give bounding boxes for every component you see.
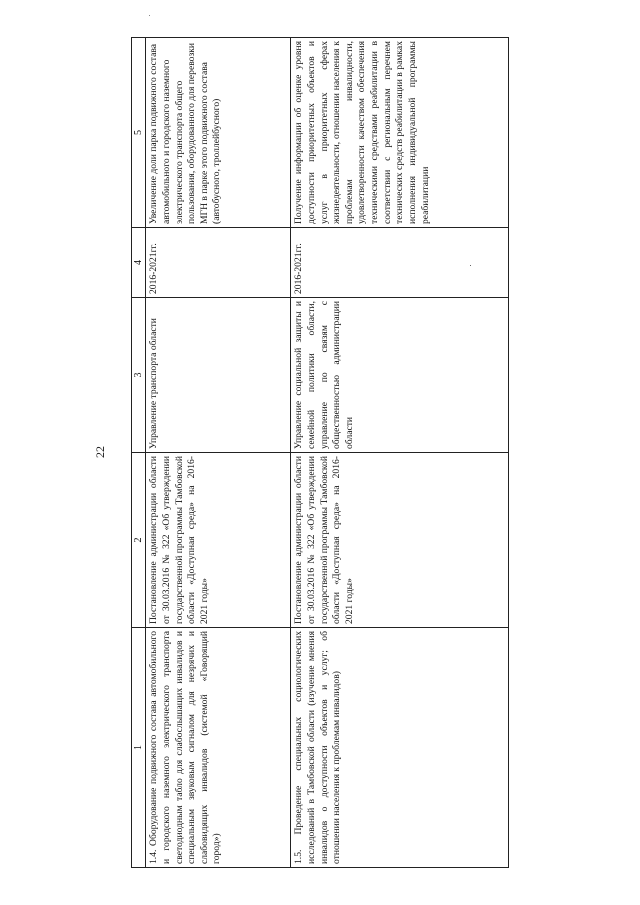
legal-basis-cell: Постановление администрации области от 30.03.2016 № 322 «Об утверждении государственной программы Тамбовской области «Доступная среда» на 2016-2021 годы» <box>146 452 291 627</box>
table-row <box>291 37 509 867</box>
header-cell-1: 1 <box>132 627 146 867</box>
measure-cell: 1.5. Проведение специальных социологических исследований в Тамбовской области (изучение мнения инвалидов о доступности объектов и услуг; об отношении населения к проблемам инвалидов) <box>291 627 509 867</box>
rotated-table-wrapper <box>131 38 509 868</box>
legal-basis-cell: Постановление администрации области от 30.03.2016 № 322 «Об утверждении государственной программы Тамбовской области «Доступная среда» на 2016-2021 годы» <box>291 452 509 627</box>
executor-cell: Управление социальной защиты и семейной политики области, управление по связям с общественностью администрации области <box>291 297 509 452</box>
period-cell: 2016-2021гг. <box>146 227 291 297</box>
header-cell-5: 5 <box>132 37 146 227</box>
header-cell-3: 3 <box>132 297 146 452</box>
measure-cell: 1.4. Оборудование подвижного состава автомобильного и городского наземного электрического транспорта светодиодным табло для слабослышащих инвалидов и специальным звуковым сигналом для незрячих и слабовидящих инвалидов (системой «Говорящий город») <box>146 627 291 867</box>
measures-table <box>131 37 509 868</box>
scan-speck <box>149 15 150 16</box>
period-cell: 2016-2021гг. <box>291 227 509 297</box>
header-cell-4: 4 <box>132 227 146 297</box>
result-cell: Увеличение доли парка подвижного состава автомобильного и городского наземного электрического транспорта общего пользования, оборудованного для перевозки МГН в парке этого подвижного состава (автобусного, троллейбусного) <box>146 37 291 227</box>
header-cell-2: 2 <box>132 452 146 627</box>
table-row <box>146 37 291 867</box>
header-row <box>132 37 146 867</box>
result-cell: Получение информации об оценке уровня доступности приоритетных объектов и услуг в приоритетных сферах жизнедеятельности, отношении населения к проблемам инвалидности, удовлетворенности качеством обеспечения техническими средствами реабилитации в соответствии с региональным перечнем технических средств реабилитации в рамках исполнения индивидуальной программы реабилитации <box>291 37 509 227</box>
page-number: 22 <box>93 446 107 458</box>
executor-cell: Управление транспорта области <box>146 297 291 452</box>
